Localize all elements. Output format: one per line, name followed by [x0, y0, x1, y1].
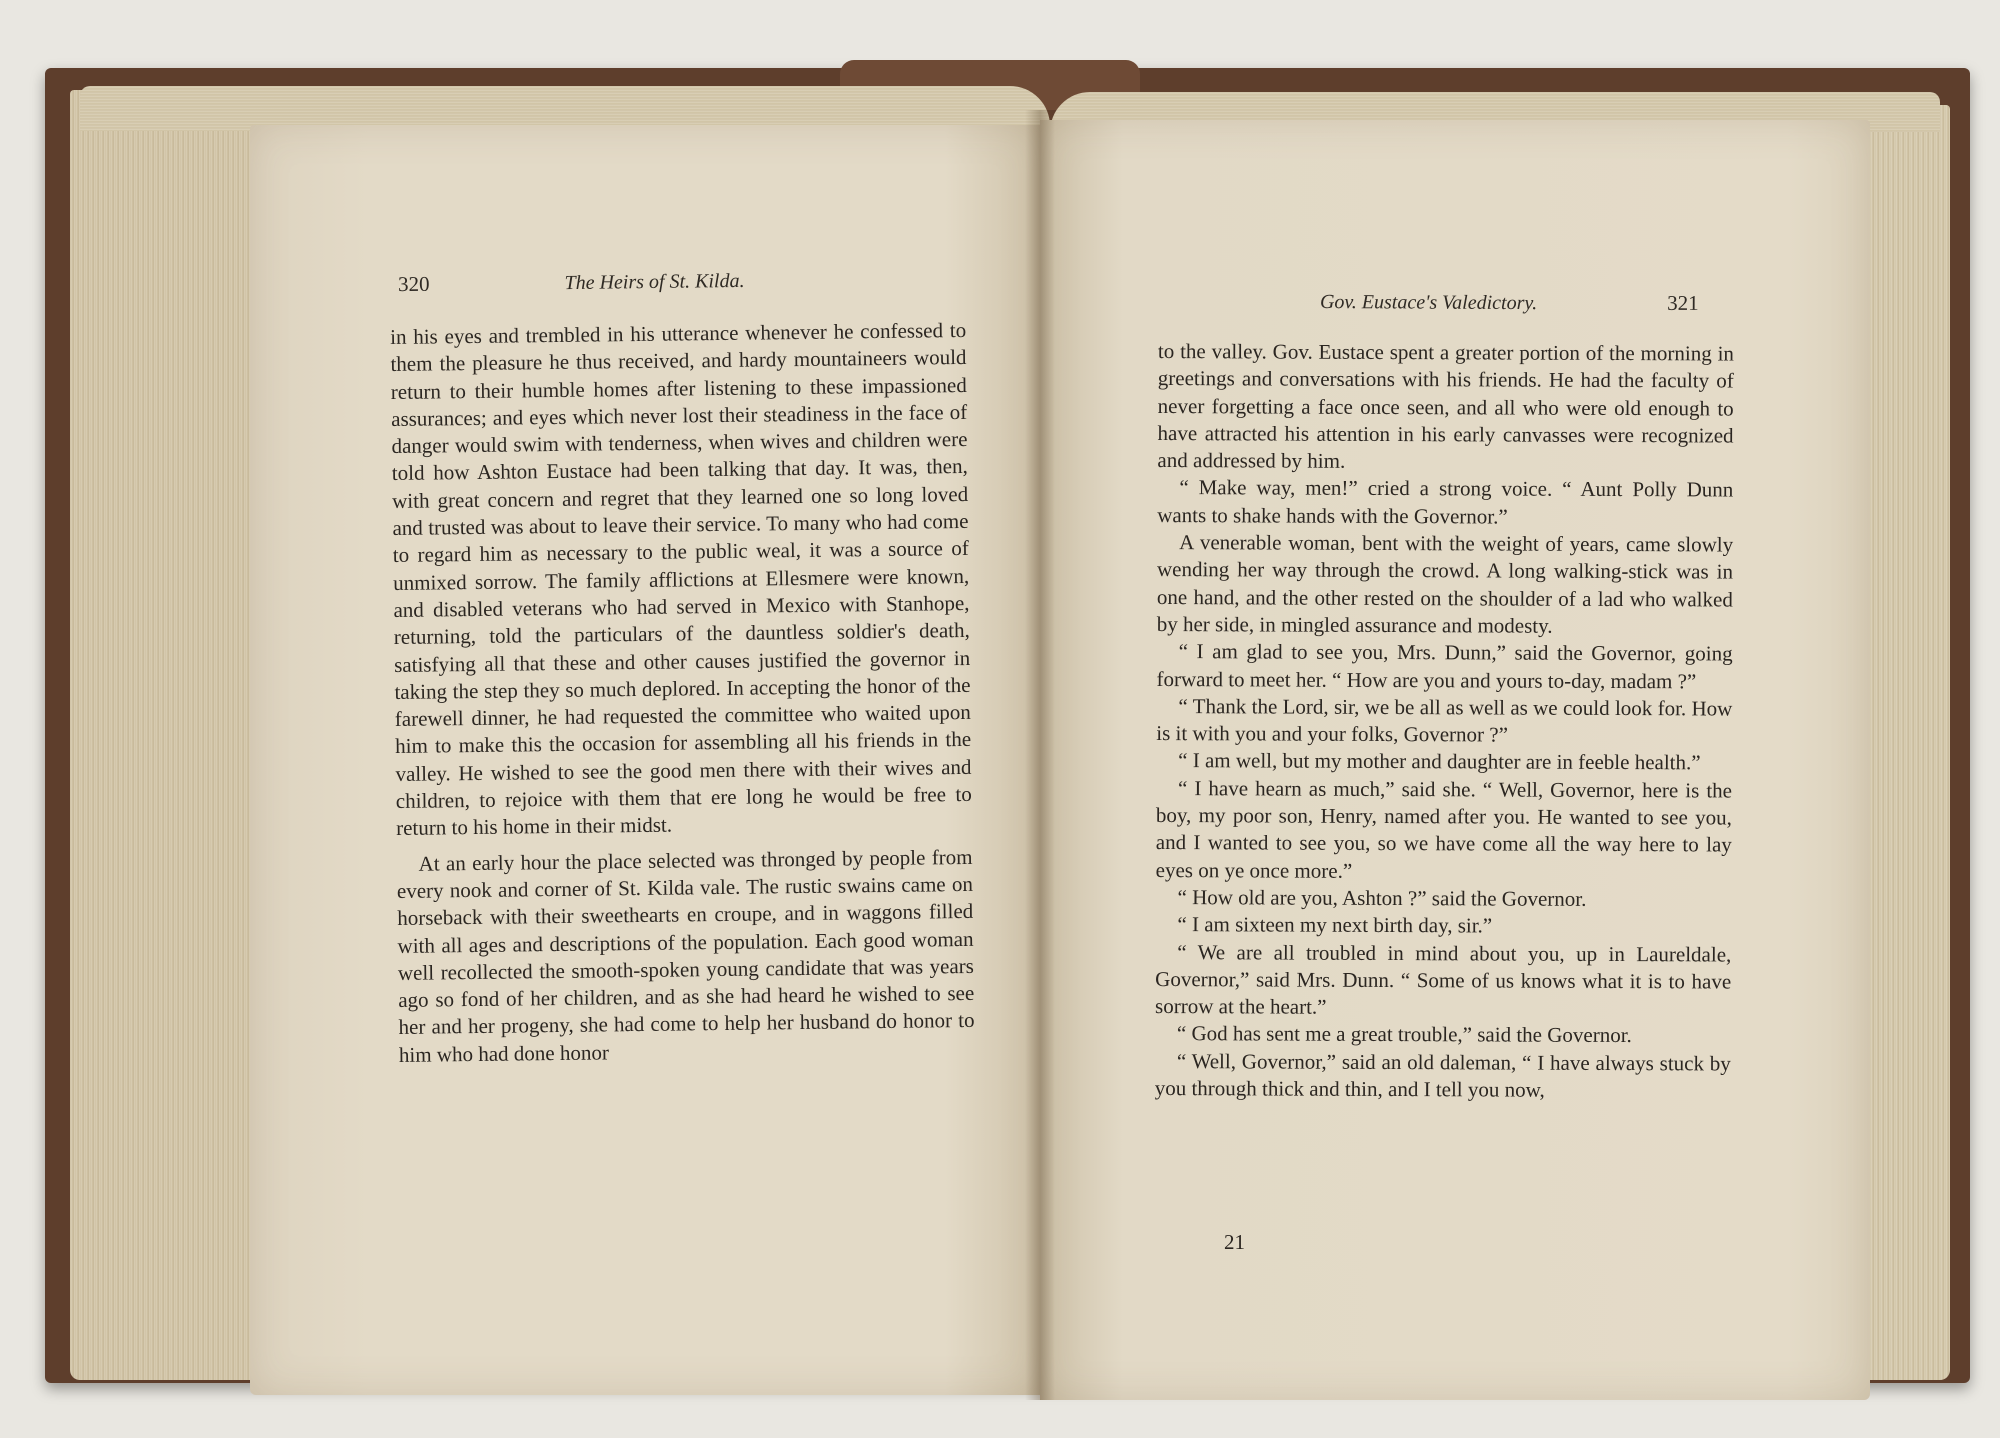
- left-page-header: [398, 268, 745, 297]
- right-running-title: Gov. Eustace's Valedictory.: [1319, 291, 1538, 315]
- right-paragraph-11: “ God has sent me a great trouble,” said the Governor.: [1176, 1021, 1632, 1048]
- right-page-text: [1155, 338, 1734, 1105]
- right-page-number: 321: [1667, 290, 1699, 315]
- right-paragraph-5: “ Thank the Lord, sir, we be all as well as we could look for. How is it with you and your folks, Governor ?”: [1156, 693, 1733, 747]
- right-paragraph-2: “ Make way, men!” cried a strong voice. “ Aunt Polly Dunn wants to shake hands with the Governor.”: [1157, 475, 1734, 529]
- right-paragraph-6: “ I am well, but my mother and daughter are in feeble health.”: [1178, 748, 1701, 775]
- left-running-title: The Heirs of St. Kilda.: [564, 269, 745, 295]
- right-paragraph-12: “ Well, Governor,” said an old daleman, “ I have always stuck by you through thick and thin, and I tell you now,: [1154, 1048, 1731, 1102]
- right-page-header: [1320, 289, 1699, 316]
- right-paragraph-1: to the valley. Gov. Eustace spent a greater portion of the morning in greetings and conversations with his friends. He had the faculty of never forgetting a face once seen, and all who were old enough to have attracted his attention in his early canvasses were recognized and addressed by him.: [1157, 339, 1734, 474]
- left-page-text: [390, 317, 975, 1069]
- signature-mark: 21: [1224, 1230, 1245, 1254]
- right-paragraph-3: A venerable woman, bent with the weight of years, came slowly wending her way through the crowd. A long walking-stick was in one hand, and the other rested on the shoulder of a lad who walked by her side, in mingled assurance and modesty.: [1156, 530, 1734, 638]
- left-paragraph-2: At an early hour the place selected was thronged by people from every nook and corner of St. Kilda vale. The rustic swains came on horseback with their sweethearts en croupe, and in waggons filled with all ages and descriptions of the population. Each good woman well recollected the smooth-spoken young candidate that was years ago so fond of her children, and as she had heard he wished to see her and her progeny, she had come to help her husband do honor to him who had done honor: [396, 844, 975, 1067]
- right-paragraph-7: “ I have hearn as much,” said she. “ Well, Governor, here is the boy, my poor son, Henry, named after you. He wanted to see you, and I wanted to see you, so we have come all the way here to lay eyes on ye once more.”: [1155, 775, 1733, 883]
- right-paragraph-8: “ How old are you, Ashton ?” said the Governor.: [1177, 885, 1587, 911]
- right-paragraph-9: “ I am sixteen my next birth day, sir.”: [1177, 912, 1493, 938]
- book-gutter: [1025, 110, 1055, 1400]
- left-page-number: 320: [397, 271, 430, 297]
- left-page-edges: [70, 90, 270, 1380]
- left-paragraph-1: in his eyes and trembled in his utterance whenever he confessed to them the pleasure he thus received, and hardy mountaineers would return to their humble homes after listening to these impassioned assurances; and eyes which never lost their steadiness in the face of danger would swim with tenderness, when wives and children were told how Ashton Eustace had been talking that day. It was, then, with great concern and regret that they learned one so long loved and trusted was about to leave their service. To many who had come to regard him as necessary to the public weal, it was a source of unmixed sorrow. The family afflictions at Ellesmere were known, and disabled veterans who had served in Mexico with Stanhope, returning, told the particulars of the dauntless soldier's death, satisfying all that these and other causes justified the governor in taking the step they so much deplored. In accepting the honor of the farewell dinner, he had requested the committee who waited upon him to make this the occasion for assembling all his friends in the valley. He wished to see the good men there with their wives and children, to rejoice with them that ere long he would be free to return to his home in their midst.: [390, 317, 972, 841]
- right-paragraph-4: “ I am glad to see you, Mrs. Dunn,” said the Governor, going forward to meet her. “ How are you and yours to-day, madam ?”: [1156, 639, 1733, 693]
- right-paragraph-10: “ We are all troubled in mind about you, up in Laureldale, Governor,” said Mrs. Dunn. “ Some of us knows what it is to have sorrow at the heart.”: [1155, 939, 1732, 1019]
